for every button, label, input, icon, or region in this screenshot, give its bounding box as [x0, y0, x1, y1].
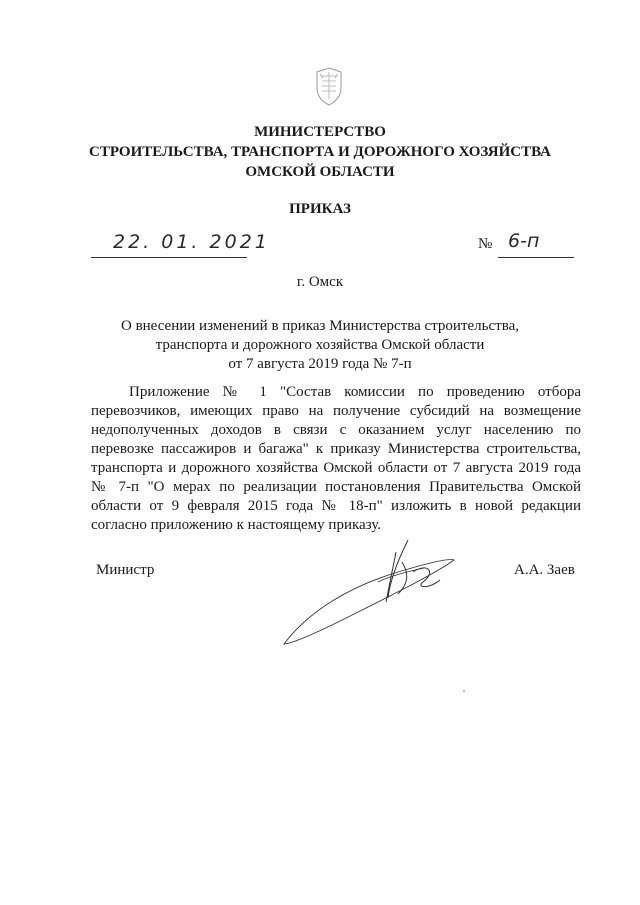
ministry-line-1: МИНИСТЕРСТВО: [254, 124, 386, 140]
order-number-label: №: [478, 236, 493, 252]
scan-speck: [463, 690, 465, 692]
order-date-handwritten: 22. 01. 2021: [113, 231, 270, 253]
order-number-handwritten: 6-п: [508, 230, 540, 252]
order-date-field: [91, 231, 270, 258]
body-line: недополученных доходов в связи с оказанием услуг населению по: [91, 422, 581, 438]
order-subject: [0, 317, 640, 374]
order-title: ПРИКАЗ: [289, 201, 351, 217]
ministry-name: [0, 122, 640, 182]
order-number-field: [498, 230, 574, 258]
body-line: согласно приложению к настоящему приказу.: [91, 517, 382, 533]
subject-line-2: транспорта и дорожного хозяйства Омской области: [155, 337, 485, 353]
body-line: перевозчиков, имеющих право на получение субсидий на возмещение: [91, 403, 581, 419]
subject-line-3: от 7 августа 2019 года № 7-п: [228, 356, 412, 372]
body-line: области от 9 февраля 2015 года № 18-п" изложить в новой редакции: [91, 498, 581, 514]
body-line: № 7-п "О мерах по реализации постановления Правительства Омской: [91, 479, 581, 495]
signatory-title: Министр: [96, 562, 155, 578]
subject-line-1: О внесении изменений в приказ Министерства строительства,: [120, 318, 519, 334]
body-line: Приложение № 1 "Состав комиссии по проведению отбора: [129, 384, 581, 400]
ministry-line-3: ОМСКОЙ ОБЛАСТИ: [245, 164, 395, 180]
order-body: [91, 383, 581, 535]
body-line: транспорта и дорожного хозяйства Омской области от 7 августа 2019 года: [91, 460, 581, 476]
signature-image: [278, 532, 458, 652]
coat-of-arms-icon: [313, 66, 345, 106]
ministry-line-2: СТРОИТЕЛЬСТВА, ТРАНСПОРТА И ДОРОЖНОГО ХОЗЯЙСТВА: [89, 144, 551, 160]
city: г. Омск: [296, 274, 344, 290]
signatory-name: А.А. Заев: [514, 562, 575, 578]
body-line: перевозке пассажиров и багажа" к приказу Министерства строительства,: [91, 441, 581, 457]
